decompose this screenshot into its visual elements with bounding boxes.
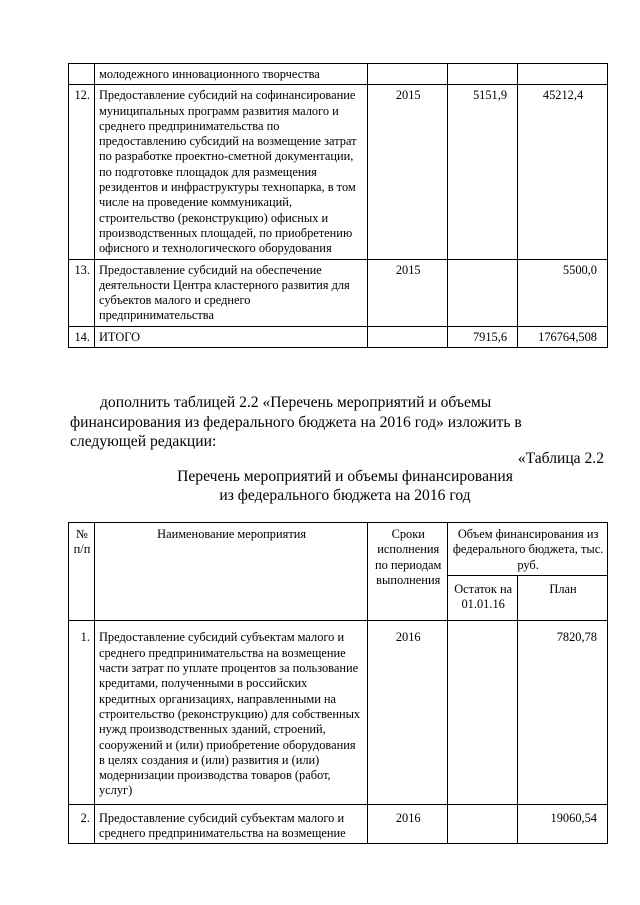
row-remainder: 5151,9: [448, 85, 518, 259]
table-row-total: [69, 326, 608, 347]
table-row: [69, 64, 608, 85]
row-name: Предоставление субсидий на обеспечение деятельности Центра кластерного развития для субъектов малого и среднего предпринимательства: [94, 259, 367, 326]
row-period: 2015: [368, 85, 448, 259]
row-name: молодежного инновационного творчества: [94, 64, 367, 85]
row-period: 2016: [368, 804, 448, 844]
table-row: [69, 259, 608, 326]
header-plan: План: [518, 575, 608, 621]
row-remainder: 7915,6: [448, 326, 518, 347]
table-row: [69, 804, 608, 844]
row-num: 2.: [69, 804, 95, 844]
table-row: [69, 621, 608, 804]
table-label: «Таблица 2.2: [517, 450, 604, 467]
row-plan: [518, 64, 608, 85]
row-period: 2015: [368, 259, 448, 326]
table-title-line1: Перечень мероприятий и объемы финансирования: [177, 468, 513, 485]
header-name: Наименование мероприятия: [94, 523, 367, 621]
intro-paragraph: дополнить таблицей 2.2 «Перечень мероприятий и объемы финансирования из федерального бюджета на 2016 год» изложить в следующей редакции:: [70, 394, 522, 450]
funding-table-2-1-continued: [68, 63, 608, 348]
row-name: Предоставление субсидий на софинансирование муниципальных программ развития малого и среднего предпринимательства по предоставлению субсидий на возмещение затрат по разработке проектно-сметной документации, по подготовке площадок для размещения резидентов и инфраструктуры технопарка, в том числе на проведение коммуникаций, строительство (реконструкцию) офисных и производственных площадей, по приобретению офисного и технологического оборудования: [94, 85, 367, 259]
row-plan: 7820,78: [518, 621, 608, 804]
row-num: 14.: [69, 326, 95, 347]
row-period: 2016: [368, 621, 448, 804]
funding-table-2-2: [68, 522, 608, 844]
row-period: [368, 64, 448, 85]
row-num: [69, 64, 95, 85]
row-name: ИТОГО: [94, 326, 367, 347]
row-plan: 19060,54: [518, 804, 608, 844]
row-num: 1.: [69, 621, 95, 804]
header-remainder: Остаток на 01.01.16: [448, 575, 518, 621]
row-plan: 5500,0: [518, 259, 608, 326]
header-funding: Объем финансирования из федерального бюджета, тыс. руб.: [448, 523, 608, 576]
row-plan: 176764,508: [518, 326, 608, 347]
row-num: 13.: [69, 259, 95, 326]
header-num: № п/п: [69, 523, 95, 621]
table-title-line2: из федерального бюджета на 2016 год: [219, 487, 471, 504]
row-num: 12.: [69, 85, 95, 259]
row-remainder: [448, 259, 518, 326]
row-plan: 45212,4: [518, 85, 608, 259]
table-row: [69, 85, 608, 259]
row-remainder: [448, 804, 518, 844]
row-name: Предоставление субсидий субъектам малого и среднего предпринимательства на возмещение: [94, 804, 367, 844]
header-period: Сроки исполнения по периодам выполнения: [368, 523, 448, 621]
row-name: Предоставление субсидий субъектам малого и среднего предпринимательства на возмещение части затрат по уплате процентов за пользование кредитами, полученными в российских кредитных организациях, направленными на строительство (реконструкцию) для собственных нужд производственных зданий, строений, сооружений и (или) приобретение оборудования в целях создания и (или) развития и (или) модернизации производства товаров (работ, услуг): [94, 621, 367, 804]
row-remainder: [448, 64, 518, 85]
header-row: [69, 523, 608, 576]
row-period: [368, 326, 448, 347]
row-remainder: [448, 621, 518, 804]
